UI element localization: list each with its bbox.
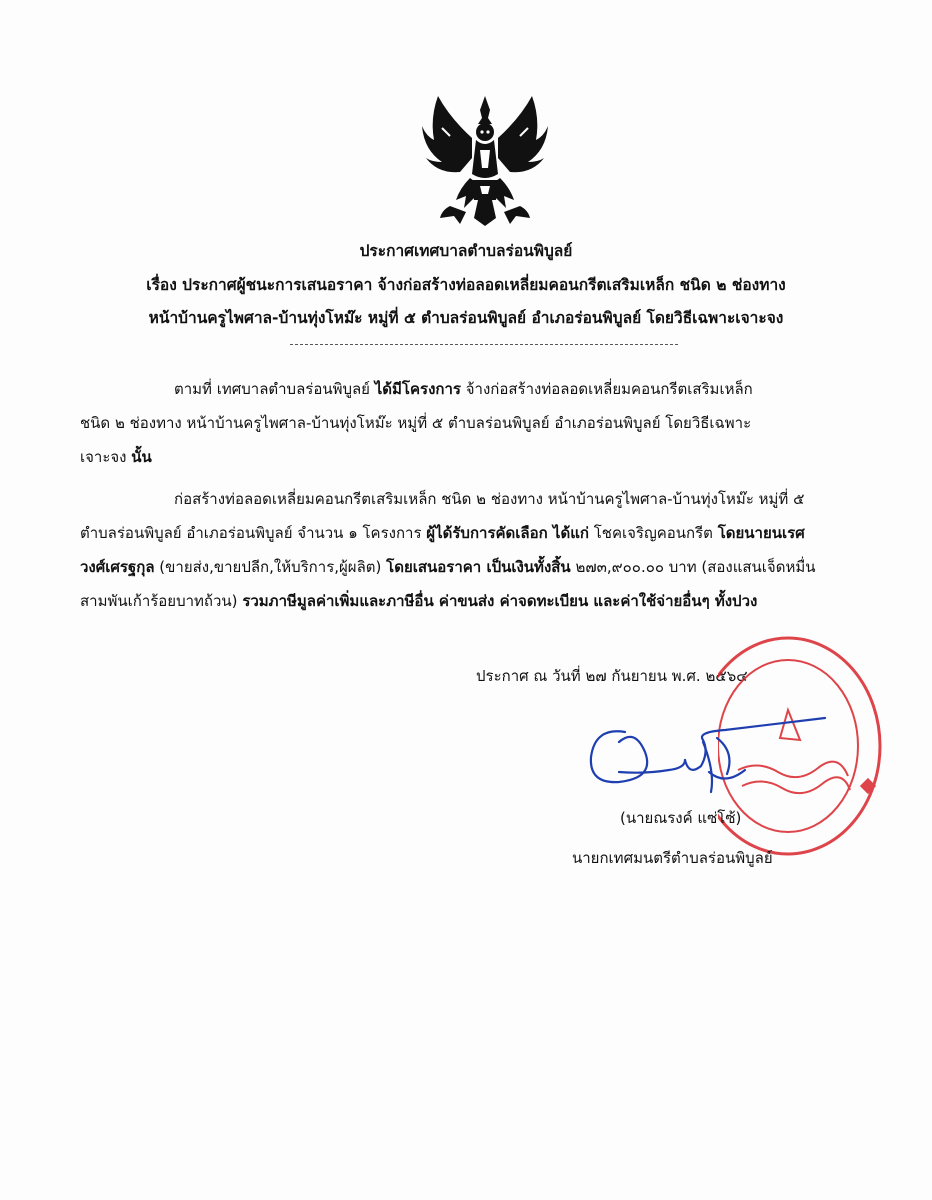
text-segment-bold: โดยเสนอราคา เป็นเงินทั้งสิ้น: [386, 558, 571, 576]
paragraph-line: [80, 372, 860, 406]
paragraph-line: [80, 550, 860, 584]
text-segment-bold: ได้มีโครงการ: [374, 380, 461, 398]
signature-mark: [585, 712, 835, 802]
text-segment: ตามที่ เทศบาลตำบลร่อนพิบูลย์: [174, 380, 375, 398]
text-segment-bold: รวมภาษีมูลค่าเพิ่มและภาษีอื่น ค่าขนส่ง ค่าจดทะเบียน และค่าใช้จ่ายอื่นๆ ทั้งปวง: [242, 592, 758, 610]
announcement-date: ประกาศ ณ วันที่ ๒๗ กันยายน พ.ศ. ๒๕๖๔: [476, 667, 748, 685]
text-segment: เจาะจง: [80, 448, 132, 466]
announcement-subject-line-2: หน้าบ้านครูไพศาล-บ้านทุ่งโหม๊ะ หมู่ที่ ๕ ตำบลร่อนพิบูลย์ อำเภอร่อนพิบูลย์ โดยวิธีเฉพาะเจาะจง: [148, 309, 784, 327]
text-segment: ๒๗๓,๙๐๐.๐๐ บาท (สองแสนเจ็ดหมื่น: [570, 558, 816, 576]
garuda-emblem-icon: [420, 88, 550, 230]
separator-line: [290, 344, 678, 345]
text-segment: จ้างก่อสร้างท่อลอดเหลี่ยมคอนกรีตเสริมเหล็ก: [460, 380, 753, 398]
text-segment: (ขายส่ง,ขายปลีก,ให้บริการ,ผู้ผลิต): [154, 558, 387, 576]
signer-name: (นายณรงค์ แซ่โซ้): [620, 809, 742, 827]
paragraph-winner: [80, 482, 860, 618]
text-segment: สามพันเก้าร้อยบาทถ้วน): [80, 592, 243, 610]
paragraph-line: ก่อสร้างท่อลอดเหลี่ยมคอนกรีตเสริมเหล็ก ชนิด ๒ ช่องทาง หน้าบ้านครูไพศาล-บ้านทุ่งโหม๊ะ หมู่ที่ ๕: [174, 490, 805, 508]
text-segment: ตำบลร่อนพิบูลย์ อำเภอร่อนพิบูลย์ จำนวน ๑ โครงการ: [80, 524, 427, 542]
text-segment-bold: โดยนายนเรศ: [717, 524, 805, 542]
paragraph-line: [80, 516, 860, 550]
text-segment-bold: วงศ์เศรฐกุล: [80, 558, 155, 576]
announcement-subject-line-1: เรื่อง ประกาศผู้ชนะการเสนอราคา จ้างก่อสร้างท่อลอดเหลี่ยมคอนกรีตเสริมเหล็ก ชนิด ๒ ช่องทาง: [146, 276, 786, 294]
paragraph-line: ชนิด ๒ ช่องทาง หน้าบ้านครูไพศาล-บ้านทุ่งโหม๊ะ หมู่ที่ ๕ ตำบลร่อนพิบูลย์ อำเภอร่อนพิบูลย์ โดยวิธีเฉพาะ: [80, 414, 752, 432]
text-segment: โชคเจริญคอนกรีต: [588, 524, 718, 542]
announcement-org-title: ประกาศเทศบาลตำบลร่อนพิบูลย์: [359, 242, 573, 260]
paragraph-line: [80, 440, 860, 474]
text-segment-bold: นั้น: [131, 448, 152, 466]
paragraph-project: [80, 372, 860, 474]
text-segment-bold: ผู้ได้รับการคัดเลือก ได้แก่: [426, 524, 589, 542]
signer-title: นายกเทศมนตรีตำบลร่อนพิบูลย์: [572, 849, 773, 867]
paragraph-line: [80, 584, 860, 618]
